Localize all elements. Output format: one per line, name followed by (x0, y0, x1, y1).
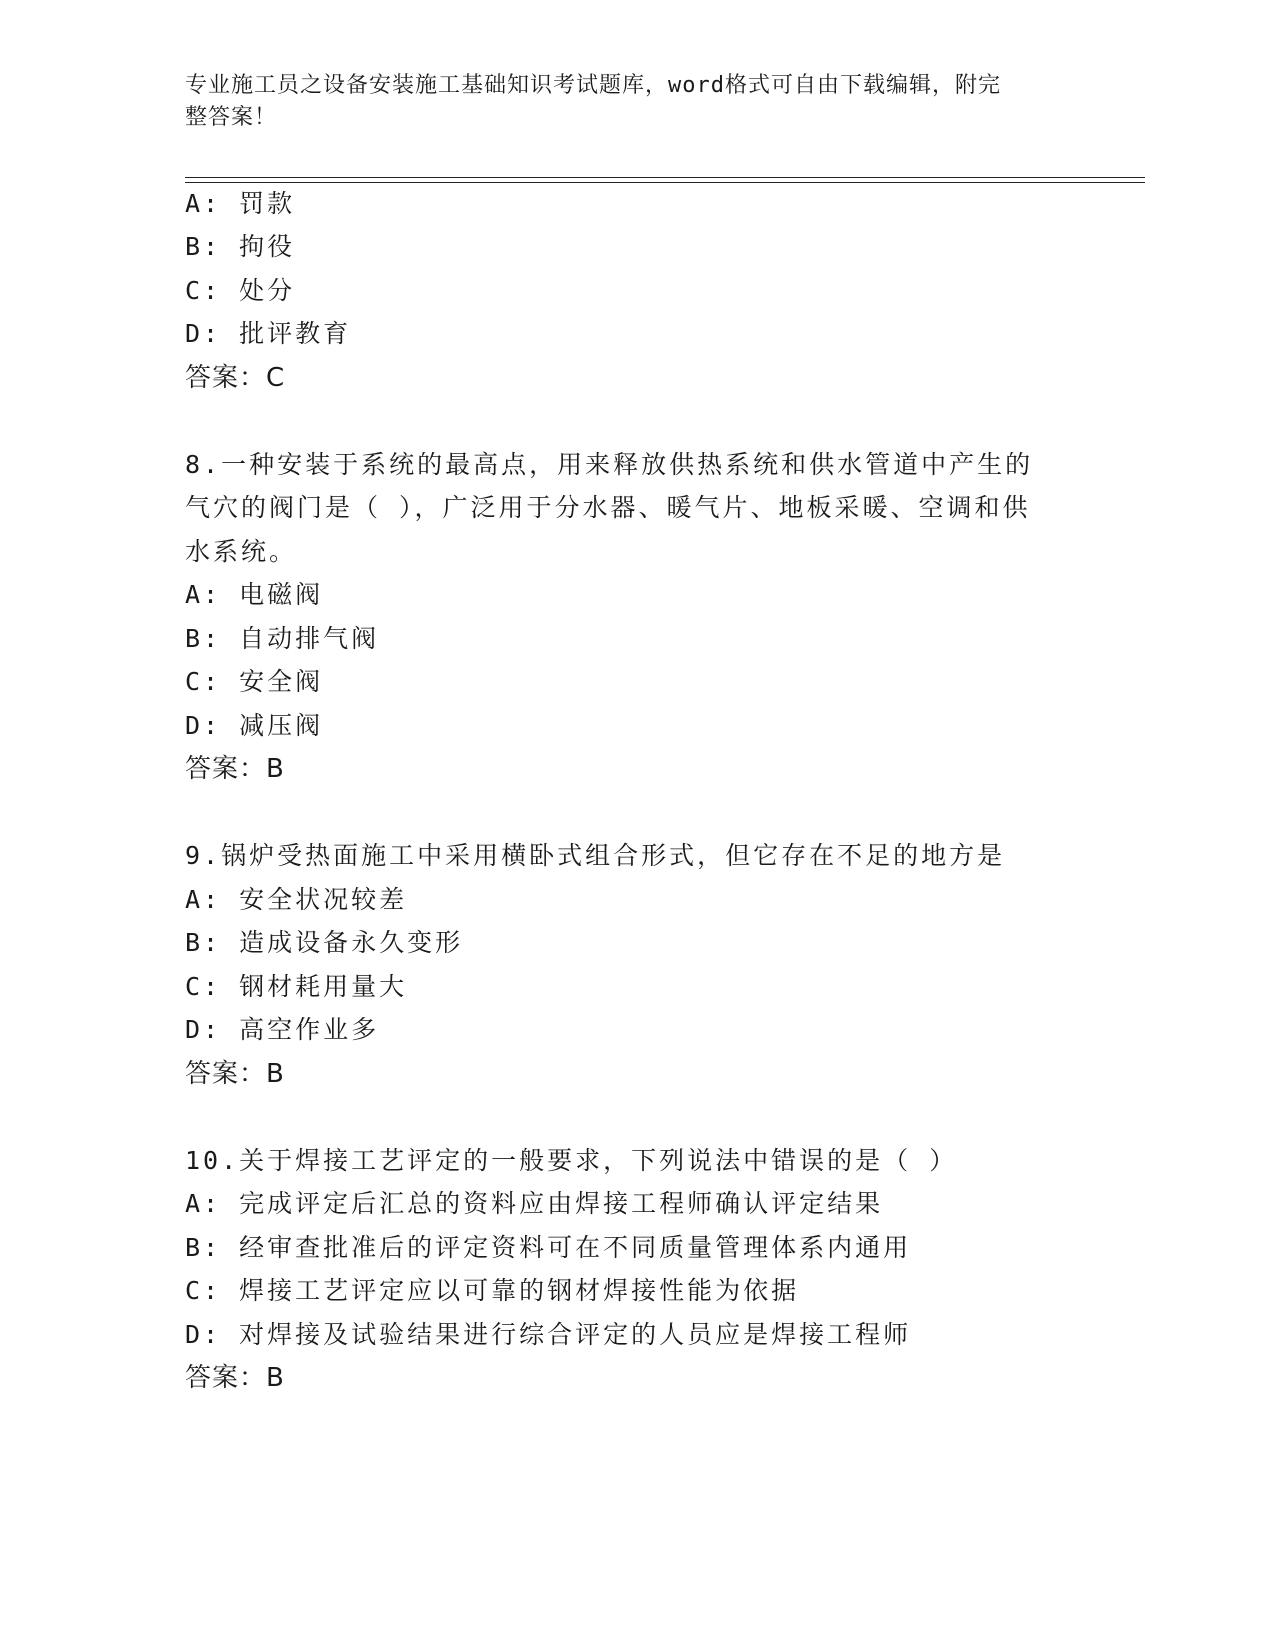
q7-option-c: C: 处分 (185, 276, 296, 305)
q7-answer: 答案：C (185, 363, 286, 393)
q8-option-b: B: 自动排气阀 (185, 624, 380, 653)
q9-answer: 答案：B (185, 1059, 285, 1089)
q10-option-c: C: 焊接工艺评定应以可靠的钢材焊接性能为依据 (185, 1276, 800, 1305)
q9-option-c: C: 钢材耗用量大 (185, 972, 408, 1001)
q9-option-a: A: 安全状况较差 (185, 885, 408, 914)
q7-option-b: B: 拘役 (185, 232, 296, 261)
q8-question-line-2: 气穴的阀门是（ ），广泛用于分水器、暖气片、地板采暖、空调和供 (185, 493, 1031, 522)
q8-option-a: A: 电磁阀 (185, 580, 324, 609)
q10-answer: 答案：B (185, 1363, 285, 1393)
header-line-2: 整答案！ (185, 105, 278, 130)
q7-option-d: D: 批评教育 (185, 319, 352, 348)
header-divider-top (185, 177, 1145, 178)
header-divider-bottom (185, 182, 1145, 183)
q9-option-b: B: 造成设备永久变形 (185, 928, 464, 957)
q8-question-line-3: 水系统。 (185, 537, 298, 566)
header-line-1: 专业施工员之设备安装施工基础知识考试题库，word格式可自由下载编辑，附完 (185, 73, 1001, 98)
q9-option-d: D: 高空作业多 (185, 1015, 380, 1044)
q8-option-d: D: 减压阀 (185, 711, 324, 740)
q10-option-a: A: 完成评定后汇总的资料应由焊接工程师确认评定结果 (185, 1189, 884, 1218)
q9-question-line-1: 9.锅炉受热面施工中采用横卧式组合形式，但它存在不足的地方是 (185, 841, 1006, 870)
q7-option-a: A: 罚款 (185, 189, 296, 218)
document-header (185, 70, 1065, 134)
q10-question-line-1: 10.关于焊接工艺评定的一般要求，下列说法中错误的是（ ） (185, 1146, 958, 1175)
q8-option-c: C: 安全阀 (185, 667, 324, 696)
q10-option-b: B: 经审查批准后的评定资料可在不同质量管理体系内通用 (185, 1233, 912, 1262)
q8-question-line-1: 8.一种安装于系统的最高点，用来释放供热系统和供水管道中产生的 (185, 450, 1034, 479)
q10-option-d: D: 对焊接及试验结果进行综合评定的人员应是焊接工程师 (185, 1320, 912, 1349)
q8-answer: 答案：B (185, 754, 285, 784)
